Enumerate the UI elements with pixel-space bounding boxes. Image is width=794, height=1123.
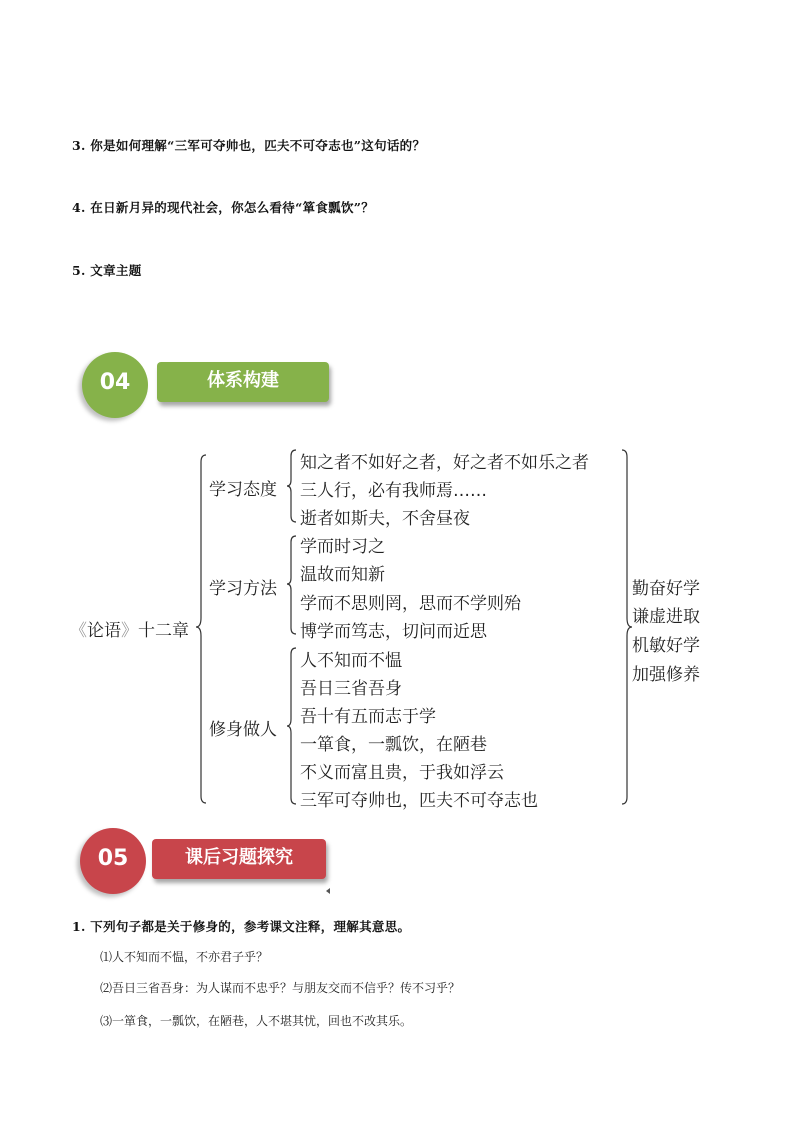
list-item: 三军可夺帅也，匹夫不可夺志也 — [300, 791, 538, 811]
list-item: 一箪食，一瓢饮，在陋巷 — [300, 735, 487, 755]
section-04-title: 体系构建 — [157, 362, 329, 402]
list-item: 三人行，必有我师焉…… — [300, 481, 487, 501]
group-label-conduct: 修身做人 — [209, 720, 277, 740]
summary-brace — [622, 450, 632, 804]
summary-item: 勤奋好学 — [632, 579, 700, 599]
group3-brace — [287, 648, 296, 804]
list-item: 吾日三省吾身 — [300, 679, 402, 699]
section-05-number: 05 — [80, 828, 146, 894]
summary-item: 加强修养 — [632, 665, 700, 685]
list-item: 吾十有五而志于学 — [300, 707, 436, 727]
exercise-item-2: ⑵吾日三省吾身：为人谋而不忠乎？与朋友交而不信乎？传不习乎？ — [100, 981, 461, 995]
list-item: 知之者不如好之者，好之者不如乐之者 — [300, 453, 589, 473]
section-05-title: 课后习题探究 — [152, 839, 326, 879]
root-open-quote: 《 — [70, 621, 87, 641]
root-close-quote: 》 — [121, 621, 138, 641]
list-item: 博学而笃志，切问而近思 — [300, 622, 487, 642]
list-item: 温故而知新 — [300, 565, 385, 585]
exercise-question-1: 1. 下列句子都是关于修身的，参考课文注释，理解其意思。 — [72, 919, 411, 934]
group2-brace — [287, 536, 296, 634]
list-item: 逝者如斯夫，不舍昼夜 — [300, 509, 470, 529]
summary-item: 谦虚进取 — [632, 607, 700, 627]
question-3: 3. 你是如何理解“三军可夺帅也，匹夫不可夺志也”这句话的？ — [72, 138, 426, 153]
question-4: 4. 在日新月异的现代社会，你怎么看待“箪食瓢饮”？ — [72, 200, 375, 215]
group1-brace — [287, 450, 296, 522]
main-brace — [196, 455, 206, 803]
group-label-method: 学习方法 — [209, 579, 277, 599]
section-04-number: 04 — [82, 352, 148, 418]
list-item: 不义而富且贵，于我如浮云 — [300, 763, 504, 783]
group-label-attitude: 学习态度 — [209, 480, 277, 500]
list-item: 学而时习之 — [300, 537, 385, 557]
mindmap-root — [70, 616, 189, 641]
root-rest: 十二章 — [138, 621, 189, 641]
question-5: 5. 文章主题 — [72, 263, 142, 278]
small-arrow-icon — [326, 888, 330, 894]
list-item: 学而不思则罔，思而不学则殆 — [300, 594, 521, 614]
list-item: 人不知而不愠 — [300, 651, 402, 671]
root-book-name: 论语 — [87, 621, 121, 641]
summary-item: 机敏好学 — [632, 636, 700, 656]
exercise-item-1: ⑴人不知而不愠，不亦君子乎？ — [100, 950, 269, 964]
exercise-item-3: ⑶一箪食，一瓢饮，在陋巷，人不堪其忧，回也不改其乐。 — [100, 1014, 413, 1028]
